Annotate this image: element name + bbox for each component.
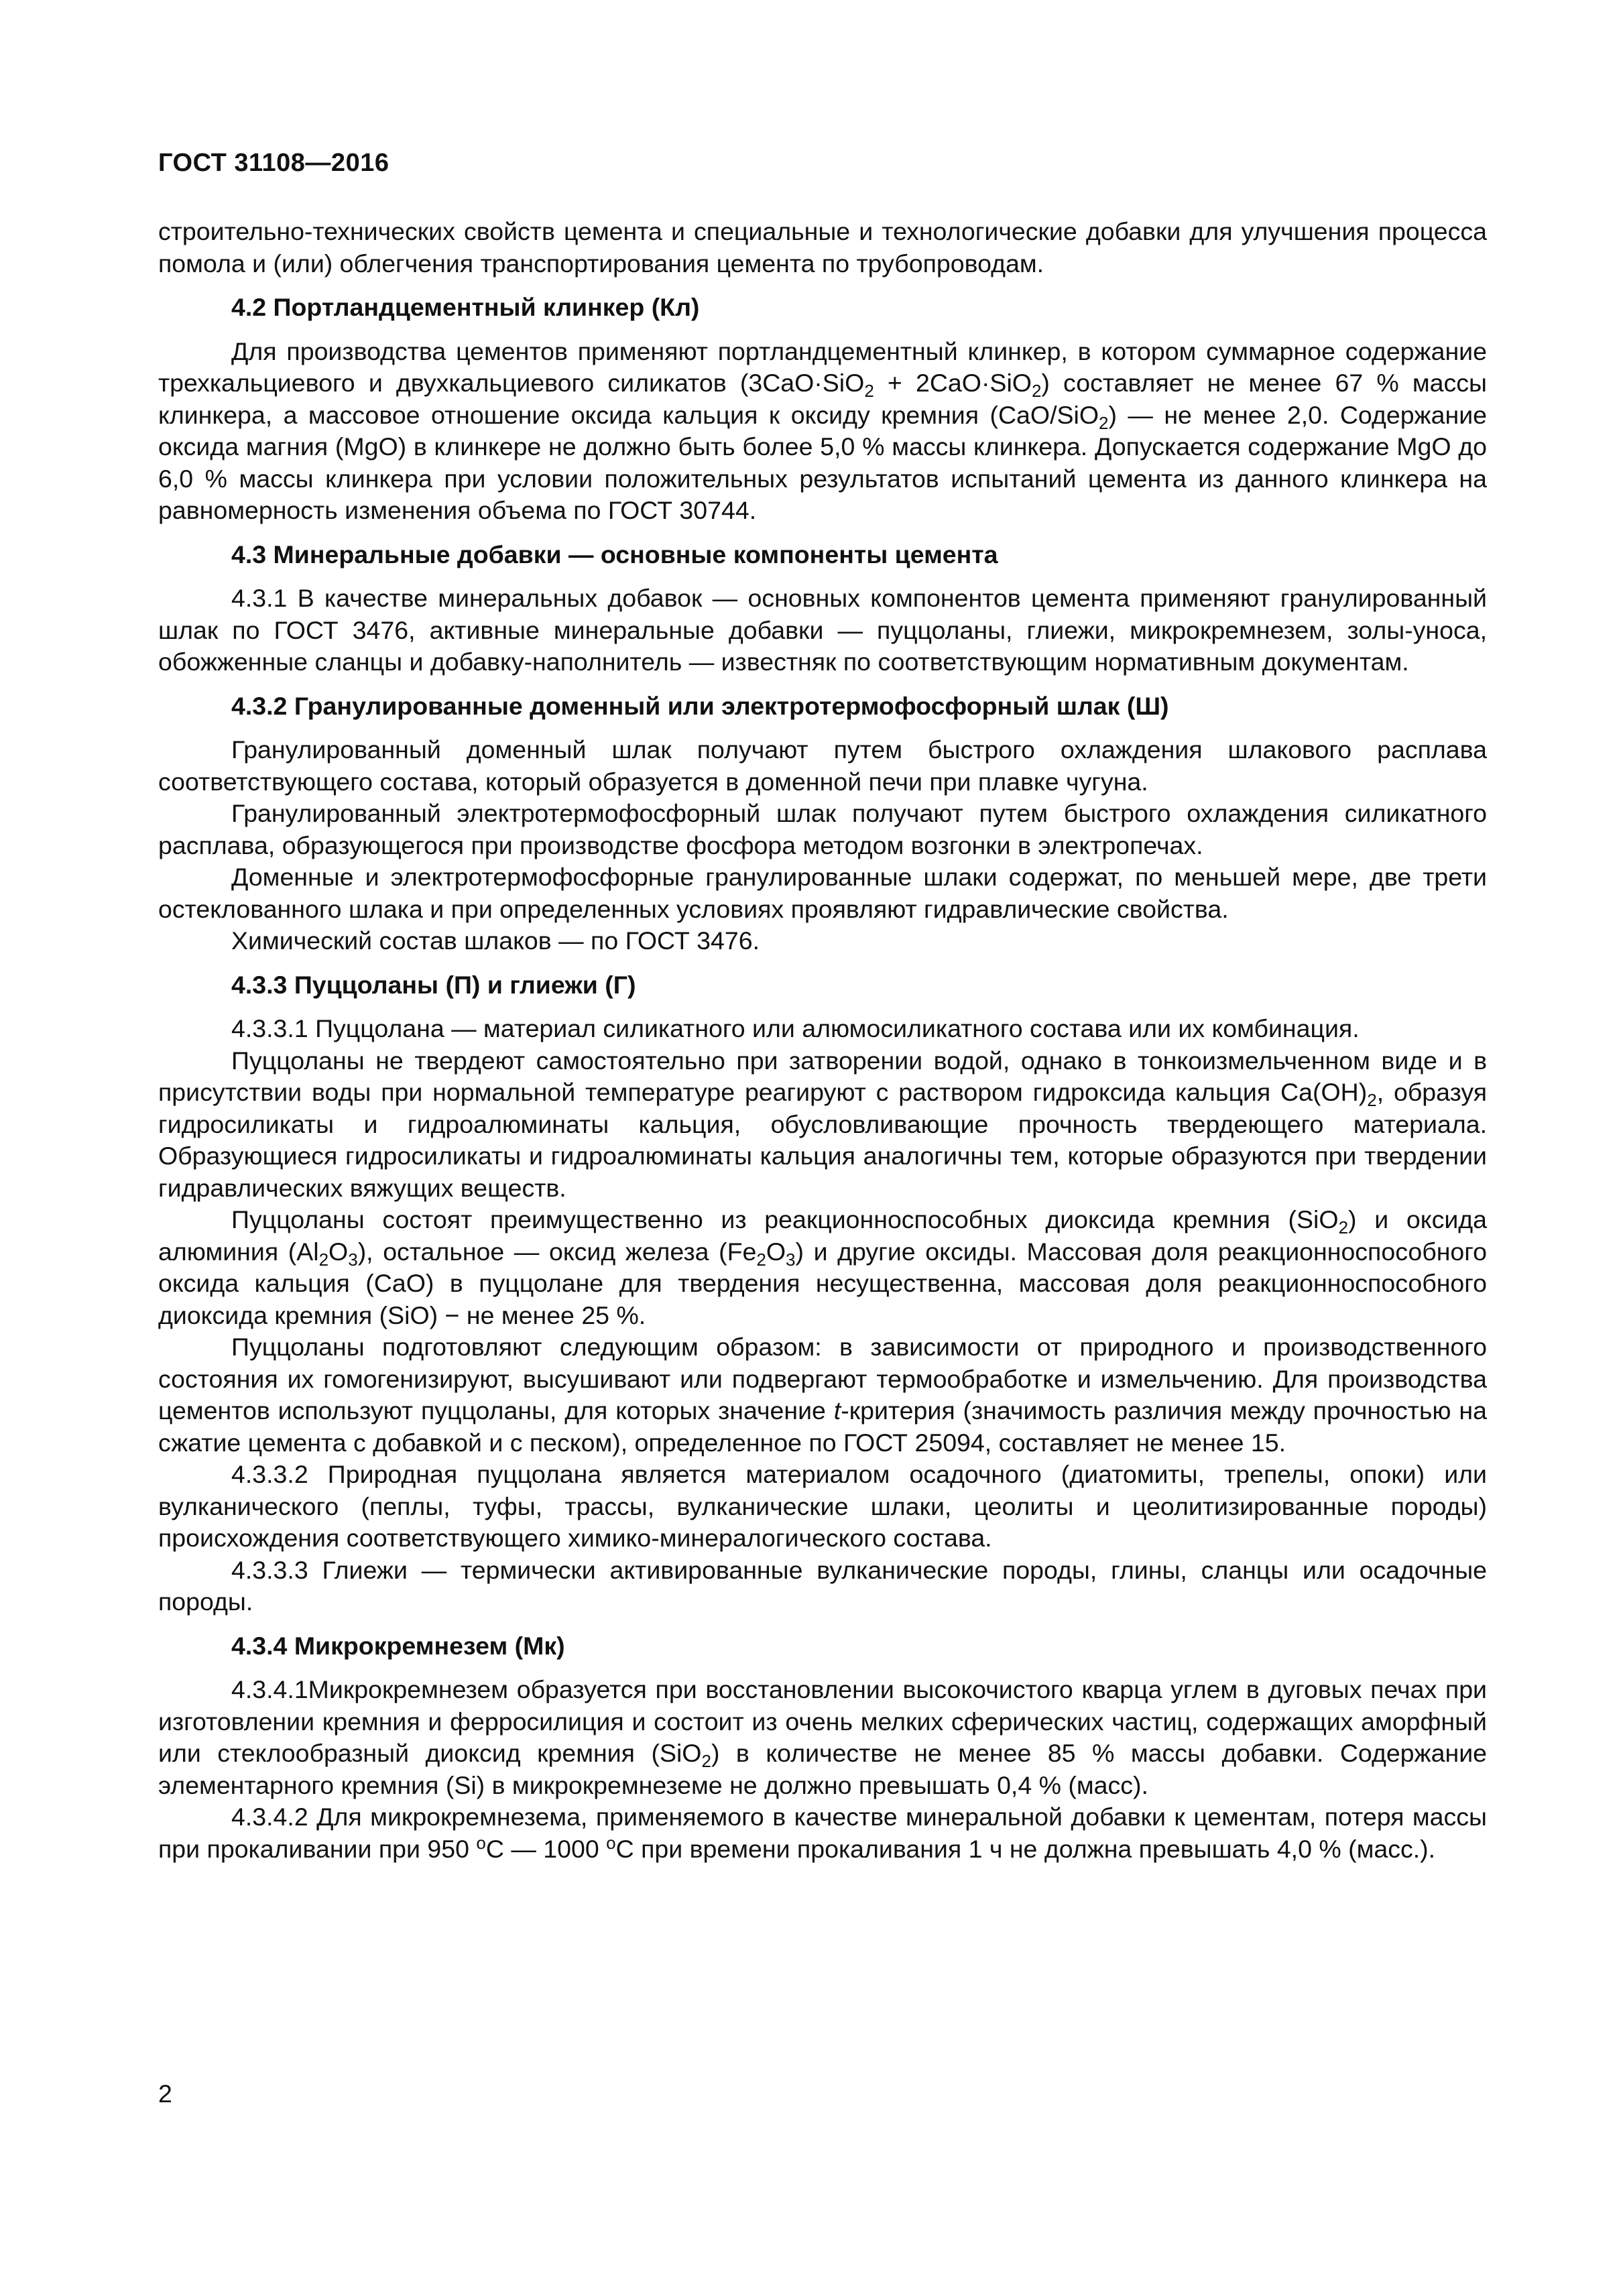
- paragraph-4-3-3-2: 4.3.3.2 Природная пуццолана является материалом осадочного (диатомиты, трепелы, опоки) или вулканического (пеплы, туфы, трассы, вулканические шлаки, цеолиты и цеолитизированные породы) происхождения соответствующего химико-минералогического состава.: [158, 1460, 1487, 1552]
- paragraph-4-3-2-phosphorus: Гранулированный электротермофосфорный шлак получают путем быстрого охлаждения силикатного расплава, образующегося при производстве фосфора методом возгонки в электропечах.: [158, 799, 1487, 859]
- paragraph-4-2: Для производства цементов применяют портландцементный клинкер, в котором суммарное содержание трехкальциевого и двухкальциевого силикатов (3CaO·SiO$_2$ + 2CaO·SiO$_2$) составляет не менее 67 % массы клинкера, а массовое отношение оксида кальция к оксиду кремния (CaO/SiO$_2$) — не менее 2,0. Содержание оксида магния (MgO) в клинкере не должно быть более 5,0 % массы клинкера. Допускается содержание MgO до 6,0 % массы клинкера при условии положительных результатов испытаний цемента из данного клинкера на равномерность изменения объема по ГОСТ 30744.: [158, 337, 1488, 524]
- paragraph-4-3-3-1: 4.3.3.1 Пуццолана — материал силикатного или алюмосиликатного состава или их комбинация.: [231, 1014, 1360, 1042]
- paragraph-intro: строительно-технических свойств цемента и специальные и технологические добавки для улучшения процесса помола и (или) облегчения транспортирования цемента по трубопроводам.: [158, 217, 1487, 278]
- paragraph-4-3-4-1: 4.3.4.1Микрокремнезем образуется при восстановлении высокочистого кварца углем в дуговых печах при изготовлении кремния и ферросилиция и состоит из очень мелких сферических частиц, содержащих аморфный или стеклообразный диоксид кремния (SiO$_2$) в количестве не менее 85 % массы добавки. Содержание элементарного кремния (Si) в микрокремнеземе не должно превышать 0,4 % (масс).: [158, 1675, 1487, 1799]
- section-heading-4-3-4: 4.3.4 Микрокремнезем (Мк): [231, 1631, 565, 1660]
- section-heading-4-2: 4.2 Портландцементный клинкер (Кл): [231, 293, 700, 321]
- section-heading-4-3-2: 4.3.2 Гранулированные доменный или электротермофосфорный шлак (Ш): [231, 691, 1169, 720]
- document-header: ГОСТ 31108—2016: [158, 149, 389, 177]
- page-number: 2: [158, 2079, 172, 2108]
- paragraph-4-3-1: 4.3.1 В качестве минеральных добавок — основных компонентов цемента применяют гранулированный шлак по ГОСТ 3476, активные минеральные добавки — пуццоланы, глиежи, микрокремнезем, золы-уноса, обожженные сланцы и добавку-наполнитель — известняк по соответствующим нормативным документам.: [158, 584, 1487, 676]
- document-body: [158, 216, 1487, 1865]
- paragraph-4-3-3-1-preparation: Пуццоланы подготовляют следующим образом: в зависимости от природного и производственного состояния их гомогенизируют, высушивают или подвергают термообработке и измельчению. Для производства цементов используют пуццоланы, для которых значение t-критерия (значимость различия между прочностью на сжатие цемента с добавкой и с песком), определенное по ГОСТ 25094, составляет не менее 15.: [158, 1333, 1487, 1457]
- section-heading-4-3: 4.3 Минеральные добавки — основные компоненты цемента: [231, 540, 998, 568]
- paragraph-4-3-2-glass-content: Доменные и электротермофосфорные гранулированные шлаки содержат, по меньшей мере, две трети остеклованного шлака и при определенных условиях проявляют гидравлические свойства.: [158, 863, 1487, 923]
- paragraph-4-3-3-1-composition: Пуццоланы состоят преимущественно из реакционноспособных диоксида кремния (SiO$_2$) и оксида алюминия $(Al_2O_3)$, остальное — оксид железа $(Fe_2O_3)$ и другие оксиды. Массовая доля реакционноспособного оксида кальция (CaO) в пуццолане для твердения несущественна, массовая доля реакционноспособного диоксида кремния (SiO) − не менее 25 %.: [158, 1205, 1487, 1329]
- paragraph-4-3-2-blast-furnace: Гранулированный доменный шлак получают путем быстрого охлаждения шлакового расплава соответствующего состава, который образуется в доменной печи при плавке чугуна.: [158, 735, 1487, 796]
- paragraph-4-3-4-2: 4.3.4.2 Для микрокремнезема, применяемого в качестве минеральной добавки к цементам, потеря массы при прокаливании при 950 $^o$С — 1000 $^o$С при времени прокаливания 1 ч не должна превышать 4,0 % (масс.).: [158, 1803, 1487, 1863]
- section-heading-4-3-3: 4.3.3 Пуццоланы (П) и глиежи (Г): [231, 970, 636, 999]
- paragraph-4-3-3-1-hardening: Пуццоланы не твердеют самостоятельно при затворении водой, однако в тонкоизмельченном виде и в присутствии воды при нормальной температуре реагируют с раствором гидроксида кальция $Ca(OH)_2$, образуя гидросиликаты и гидроалюминаты кальция, обусловливающие прочность твердеющего материала. Образующиеся гидросиликаты и гидроалюминаты кальция аналогичны тем, которые образуются при твердении гидравлических вяжущих веществ.: [158, 1046, 1487, 1202]
- paragraph-4-3-3-3: 4.3.3.3 Глиежи — термически активированные вулканические породы, глины, сланцы или осадочные породы.: [158, 1555, 1487, 1616]
- paragraph-4-3-2-chemistry: Химический состав шлаков — по ГОСТ 3476.: [231, 926, 760, 955]
